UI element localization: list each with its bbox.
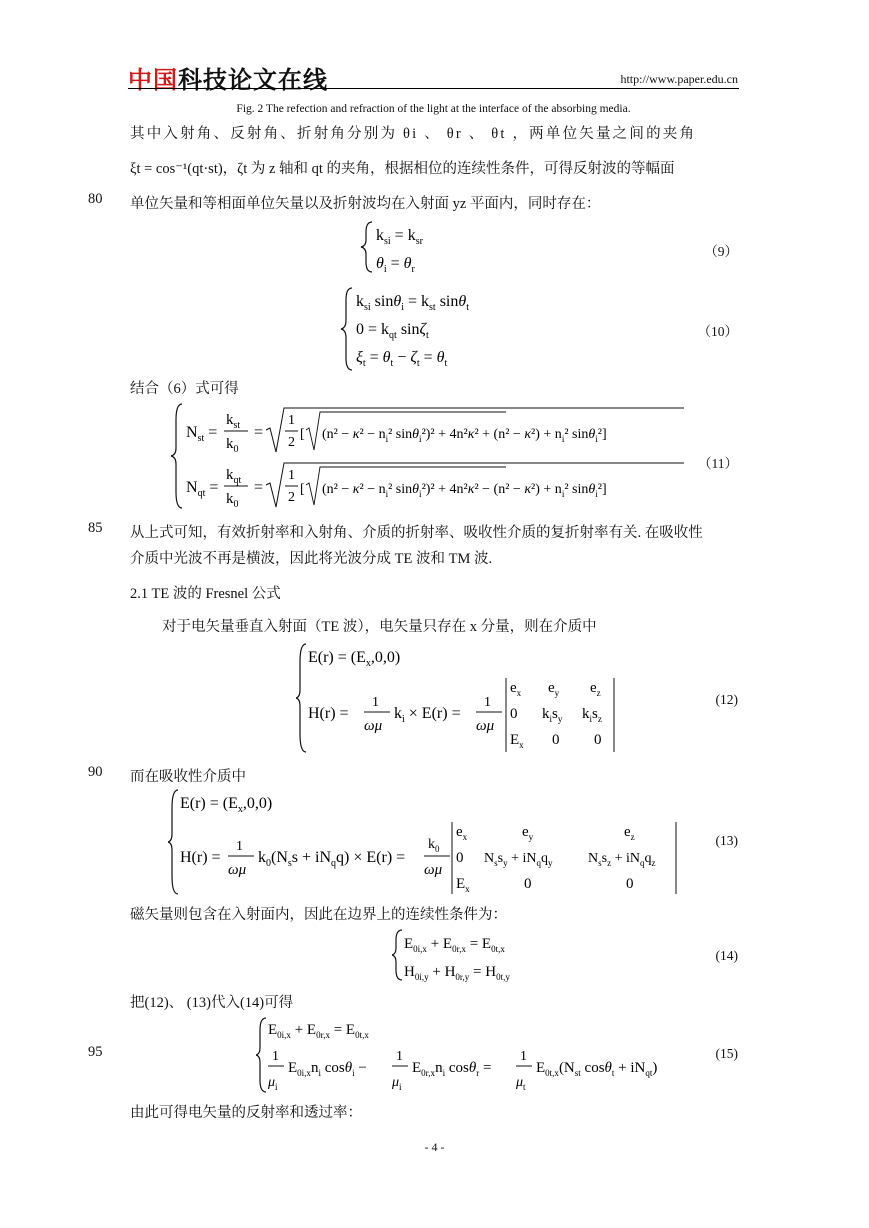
svg-text:E0t,x(Nst cosθt + iNqt): $E_{0t,x}(N_{st}$ $\cos\theta_t + iN_{qt}$): [536, 1060, 658, 1078]
svg-text:ex: $e_x$: [456, 824, 468, 842]
line-number-80: 80: [88, 191, 103, 207]
svg-text:Ex: $E_x$: [456, 876, 470, 894]
equation-number-14: (14): [715, 948, 738, 963]
svg-text:1: 1: [288, 468, 295, 483]
svg-text:Nst =: $N_{st}$ =: [186, 424, 218, 444]
svg-text:ξt = θt − ζt = θt: $\xi_t = \theta_t - \zeta_t = \theta_t$: [356, 349, 448, 369]
absorbing-text: 而在吸收性介质中: [130, 769, 246, 785]
svg-text:ex: $e_x$: [510, 680, 522, 698]
svg-text:2: 2: [288, 490, 295, 505]
equation-number-9: （9）: [704, 244, 738, 259]
svg-text:1: 1: [236, 839, 243, 854]
logo-text-red: 中国: [128, 66, 178, 94]
svg-text:Ex: $E_x$: [510, 732, 524, 750]
svg-text:1: 1: [484, 695, 491, 710]
svg-text:0: 0: [524, 876, 532, 892]
header-url[interactable]: http://www.paper.edu.cn: [620, 72, 738, 86]
svg-text:=: =: [254, 479, 264, 496]
svg-text:(n² − κ² − ni² sinθi²)² + 4n²κ: ($n^2 - \kappa^2 - n_i^2$ $\sin\theta_i^2)^2 + 4n^2\kappa^2 + (n^2 - \kappa^2) + n_i^2$ sinθ$_i$²]: [322, 427, 607, 444]
result-text: 由此可得电矢量的反射率和透过率：: [130, 1105, 362, 1121]
section-title: 2.1 TE 波的 Fresnel 公式: [130, 586, 281, 602]
svg-text:1: 1: [272, 1049, 279, 1064]
svg-text:k0: $k_0$: [428, 837, 440, 854]
svg-text:0: 0: [626, 876, 634, 892]
svg-text:0 = kqt sinζt: $0 = k_{qt}$ sinζ$_t$: [356, 321, 429, 341]
svg-text:kisy: $k_is_y$: [542, 706, 563, 724]
journal-logo: [128, 60, 328, 95]
page-number: - 4 -: [424, 1140, 445, 1154]
svg-text:H0i,y + H0r,y = H0t,y: $H_{0i,y} + H_{0r,y} = H_{0t,y}$: [404, 964, 510, 982]
svg-text:ksi sinθi = kst sinθt: $k_{si}$ $\sin\theta_i = k_{st}$ sinθ$_t$: [356, 293, 469, 313]
line-number-95: 95: [88, 1044, 103, 1060]
svg-text:k0: $k_0$: [226, 436, 239, 455]
svg-text:[: [: [300, 482, 305, 497]
para1-line2: ξt = cos⁻¹(qt·st)，ζt 为 z 轴和 qt 的夹角，根据相位的连续性条件，可得反射波的等幅面: [130, 161, 675, 177]
svg-text:E0r,xni cosθr =: $E_{0r,x}n_i$ cosθ$_r$ =: [412, 1060, 492, 1078]
svg-text:Nqt =: $N_{qt}$ =: [186, 479, 219, 499]
equation-number-15: (15): [715, 1046, 738, 1061]
svg-text:ez: $e_z$: [624, 824, 635, 842]
svg-text:k0: $k_0$: [226, 491, 239, 510]
svg-text:0: 0: [510, 706, 518, 722]
equation-number-12: (12): [715, 692, 738, 707]
svg-text:μt: $\mu_t$: [516, 1075, 526, 1092]
magnetic-text: 磁矢量则包含在入射面内，因此在边界上的连续性条件为：: [130, 907, 507, 923]
logo-text-black: 科技论文在线: [178, 66, 328, 94]
equation-10: [340, 284, 530, 374]
equation-12: [296, 640, 626, 755]
svg-text:μi: $\mu_i$: [268, 1075, 278, 1092]
svg-text:kisz: $k_is_z$: [582, 706, 602, 724]
svg-text:[: [: [300, 427, 305, 442]
svg-text:E0i,xni cosθi −: $E_{0i,x}n_i$ cosθ$_i$ −: [288, 1060, 367, 1078]
svg-text:0: 0: [456, 850, 464, 866]
svg-text:ey: $e_y$: [522, 824, 534, 842]
equation-13: [168, 786, 688, 898]
figure-caption: Fig. 2 The refection and refraction of the light at the interface of the absorbing media.: [236, 103, 631, 115]
svg-text:H(r) =: H(r) =: [308, 705, 349, 722]
svg-text:θi = θr: $\theta_i = \theta_r$: [376, 255, 415, 275]
svg-text:kqt: $k_{qt}$: [226, 467, 242, 486]
equation-number-13: (13): [715, 833, 738, 848]
svg-text:H(r) =: H(r) =: [180, 849, 221, 866]
line-number-85: 85: [88, 520, 103, 536]
te-text: 对于电矢量垂直入射面（TE 波），电矢量只存在 x 分量，则在介质中: [162, 619, 597, 635]
equation-14: [392, 926, 572, 984]
svg-text:μi: $\mu_i$: [392, 1075, 402, 1092]
para2-line2: 介质中光波不再是横波，因此将光波分成 TE 波和 TM 波.: [130, 551, 493, 567]
svg-text:ksi = ksr: $k_{si} = k_{sr}$: [376, 227, 423, 247]
svg-text:0: 0: [552, 732, 560, 748]
svg-text:=: =: [254, 424, 264, 441]
svg-text:1: 1: [396, 1049, 403, 1064]
svg-text:ωμ: ωμ: [228, 862, 247, 878]
equation-number-11: （11）: [698, 456, 738, 471]
line-number-90: 90: [88, 764, 103, 780]
svg-text:ey: $e_y$: [548, 680, 560, 698]
header-rule: [128, 88, 739, 89]
svg-text:E(r) = (Ex,0,0): $E(r) = (E_x,0,0)$: [308, 649, 401, 669]
svg-text:ωμ: ωμ: [424, 862, 443, 878]
svg-text:ki × E(r) =: $k_i \times E(r)$ =: [394, 705, 461, 725]
svg-text:1: 1: [372, 695, 379, 710]
svg-text:E(r) = (Ex,0,0): $E(r) = (E_x,0,0)$: [180, 795, 273, 815]
svg-text:ωμ: ωμ: [364, 718, 383, 734]
svg-text:2: 2: [288, 435, 295, 450]
svg-text:ωμ: ωμ: [476, 718, 495, 734]
svg-text:Nssz + iNqqz: $N_ss_z + iN_qq_z$: [588, 851, 656, 868]
para1-line1: 其中入射角、反射角、折射角分别为 θi 、 θr 、 θt ，两单位矢量之间的夹角: [130, 126, 697, 142]
equation-11: [170, 400, 690, 512]
substitute-text: 把(12)、 (13)代入(14)可得: [130, 995, 294, 1011]
svg-text:1: 1: [288, 413, 295, 428]
equation-number-10: （10）: [697, 324, 738, 339]
para1-line3: 单位矢量和等相面单位矢量以及折射波均在入射面 yz 平面内，同时存在：: [130, 196, 601, 212]
svg-text:k0(Nss + iNqq) × E(r) =: $k_0(N_ss + iN_qq) \times E(r)$ =: [258, 849, 406, 869]
svg-text:Nssy + iNqqy: $N_ss_y + iN_qq_y$: [484, 851, 553, 868]
svg-text:E0i,x + E0r,x = E0t,x: $E_{0i,x} + E_{0r,x} = E_{0t,x}$: [268, 1022, 369, 1040]
equation-9: [360, 218, 510, 276]
para2-line1: 从上式可知，有效折射率和入射角、介质的折射率、吸收性介质的复折射率有关. 在吸收性: [130, 525, 703, 541]
combine-text: 结合（6）式可得: [130, 381, 239, 397]
svg-text:0: 0: [594, 732, 602, 748]
svg-text:E0i,x + E0r,x = E0t,x: $E_{0i,x} + E_{0r,x} = E_{0t,x}$: [404, 936, 505, 954]
svg-text:1: 1: [520, 1049, 527, 1064]
svg-text:ez: $e_z$: [590, 680, 601, 698]
equation-15: [256, 1014, 696, 1096]
svg-text:kst: $k_{st}$: [226, 412, 241, 431]
svg-text:(n² − κ² − ni² sinθi²)² + 4n²κ: ($n^2 - \kappa^2 - n_i^2$ $\sin\theta_i^2)^2 + 4n^2\kappa^2 - (n^2 - \kappa^2) + n_i^2$ sinθ$_i$²]: [322, 482, 607, 499]
